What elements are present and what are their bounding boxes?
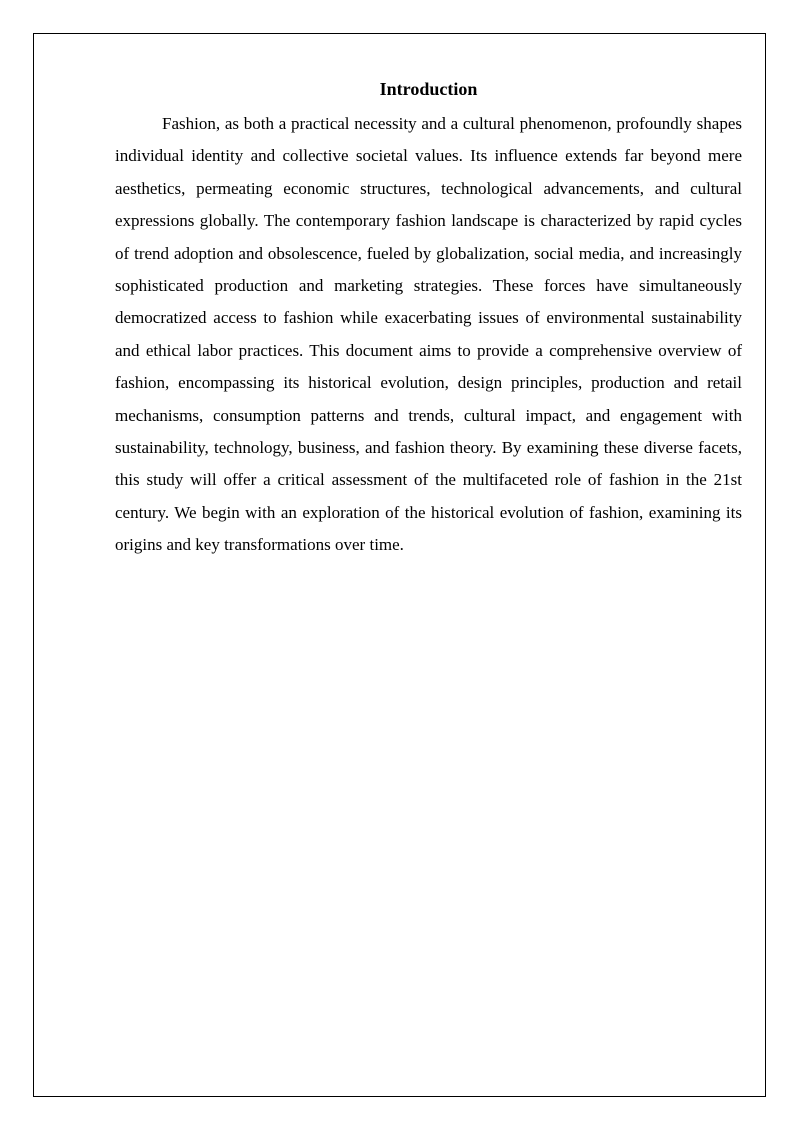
document-body bbox=[115, 76, 742, 562]
section-heading: Introduction bbox=[379, 79, 478, 99]
intro-paragraph: Fashion, as both a practical necessity and a cultural phenomenon, profoundly shapes individual identity and collective societal values. Its influence extends far beyond mere aesthetics, permeating economic structures, technological advancements, and cultural expressions globally. The contemporary fashion landscape is characterized by rapid cycles of trend adoption and obsolescence, fueled by globalization, social media, and increasingly sophisticated production and marketing strategies. These forces have simultaneously democratized access to fashion while exacerbating issues of environmental sustainability and ethical labor practices. This document aims to provide a comprehensive overview of fashion, encompassing its historical evolution, design principles, production and retail mechanisms, consumption patterns and trends, cultural impact, and engagement with sustainability, technology, business, and fashion theory. By examining these diverse facets, this study will offer a critical assessment of the multifaceted role of fashion in the 21st century. We begin with an exploration of the historical evolution of fashion, examining its origins and key transformations over time. bbox=[115, 114, 742, 555]
